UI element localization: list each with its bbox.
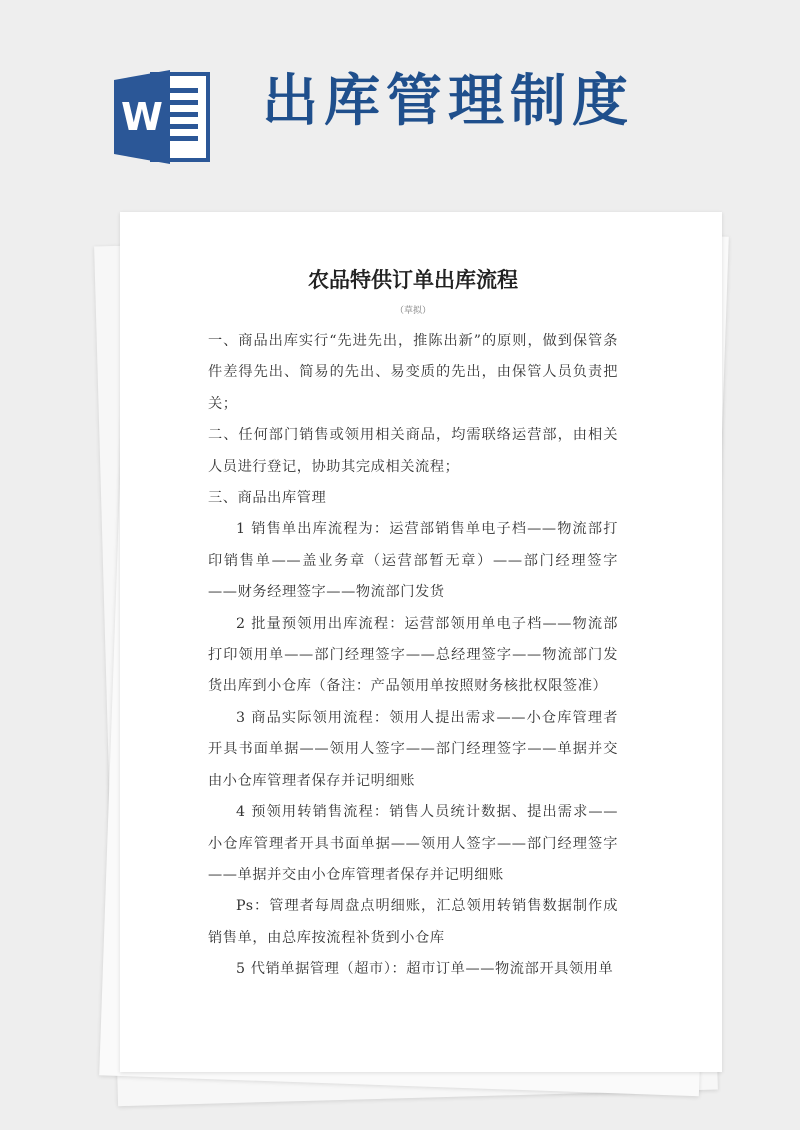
section-heading: 三、商品出库管理 [208,490,327,507]
paragraph-preissue-to-sales-flow: 4 预领用转销售流程：销售人员统计数据、提出需求——小仓库管理者开具书面单据——领用人签字——部门经理签字——单据并交由小仓库管理者保存并记明细账 [208,804,618,883]
paragraph-bulk-preissue-flow: 2 批量预领用出库流程：运营部领用单电子档——物流部打印领用单——部门经理签字——总经理签字——物流部门发货出库到小仓库（备注：产品领用单按照财务核批权限签准） [208,615,618,695]
word-icon-letter: W [121,95,163,139]
paragraph-1: 一、商品出库实行“先进先出，推陈出新”的原则，做到保管条件差得先出、简易的先出、易变质的先出，由保管人员负责把关； [208,333,618,412]
word-icon [112,66,212,166]
paragraph-sales-flow: 1 销售单出库流程为：运营部销售单电子档——物流部打印销售单——盖业务章（运营部暂无章）——部门经理签字——财务经理签字——物流部门发货 [208,521,618,601]
paragraph-ps-note: Ps：管理者每周盘点明细账，汇总领用转销售数据制作成销售单，由总库按流程补货到小仓库 [208,898,618,946]
document-subtitle: （草拟） [394,306,431,316]
paragraph-actual-issue-flow: 3 商品实际领用流程：领用人提出需求——小仓库管理者开具书面单据——领用人签字——部门经理签字——单据并交由小仓库管理者保存并记明细账 [208,709,618,789]
document-page [120,212,722,1072]
document-title: 农品特供订单出库流程 [308,268,518,292]
document-body [208,260,618,986]
banner [0,0,800,190]
banner-title: 出库管理制度 [262,69,634,134]
paragraph-consignment: 5 代销单据管理（超市）：超市订单——物流部开具领用单 [236,961,614,978]
paragraph-2: 二、任何部门销售或领用相关商品，均需联络运营部，由相关人员进行登记，协助其完成相关流程； [208,427,618,475]
